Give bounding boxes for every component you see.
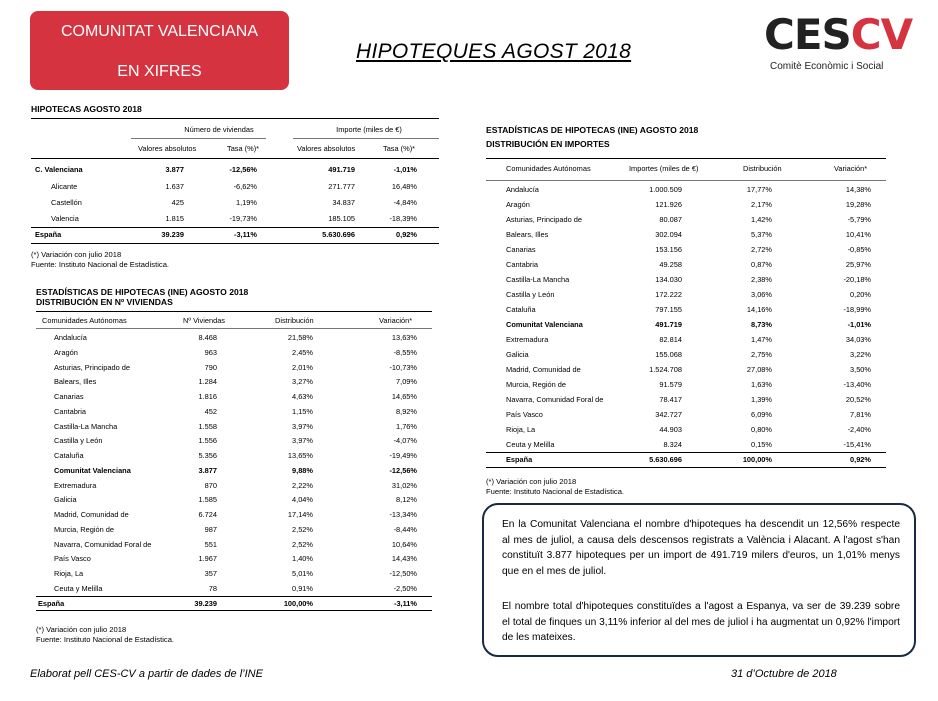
- row-name: Cantabria: [54, 406, 87, 416]
- logo-word-ces: CES: [764, 10, 851, 59]
- row-distribucion: 2,22%: [292, 480, 313, 490]
- row-tasa-viviendas: 1,19%: [236, 198, 257, 207]
- row-viviendas: 6.724: [198, 510, 217, 519]
- row-name: Murcia, Región de: [506, 380, 566, 389]
- row-importe: 153.156: [655, 245, 682, 254]
- row-variacion: -2,40%: [847, 425, 871, 434]
- table-row: [486, 422, 886, 437]
- row-distribucion: 17,14%: [287, 510, 313, 519]
- row-importe: 491.719: [655, 320, 682, 329]
- table3-title: ESTADÍSTICAS DE HIPOTECAS (INE) AGOSTO 2018: [486, 125, 699, 135]
- row-name: España: [35, 230, 62, 239]
- row-variacion: 0,20%: [850, 290, 871, 299]
- row-tasa-importe: -1,01%: [393, 165, 417, 174]
- row-variacion: 0,92%: [850, 455, 871, 464]
- row-distribucion: 2,52%: [292, 524, 313, 534]
- row-name: Castilla-La Mancha: [506, 275, 570, 284]
- row-distribucion: 2,17%: [751, 200, 772, 209]
- row-viviendas: 1.558: [198, 421, 217, 431]
- row-name: Extremadura: [54, 480, 97, 490]
- footer-credit: Elaborat pell CES-CV a partir de dades de l’INE: [30, 668, 263, 680]
- t3-header-importes: Importes (miles de €): [629, 164, 699, 173]
- row-distribucion: 0,15%: [751, 440, 772, 449]
- table1: [31, 118, 439, 244]
- row-name: Ceuta y Melilla: [506, 440, 555, 449]
- row-viviendas: 551: [204, 539, 217, 549]
- row-name: Canarias: [506, 245, 536, 254]
- table2-note: (*) Variación con julio 2018: [36, 625, 127, 634]
- row-variacion: 3,22%: [850, 350, 871, 359]
- row-importe: 5.630.696: [322, 230, 355, 239]
- table-row: [486, 242, 886, 257]
- t1-header-rule: [31, 158, 439, 159]
- table-row: [486, 317, 886, 332]
- row-variacion: -3,11%: [393, 598, 417, 608]
- table-row: [486, 362, 886, 377]
- table-row: [36, 566, 432, 581]
- row-distribucion: 1,42%: [751, 215, 772, 224]
- table-row: [36, 448, 432, 463]
- row-viviendas: 1.585: [198, 495, 217, 505]
- row-variacion: 13,63%: [391, 333, 417, 342]
- table-row: [31, 179, 439, 194]
- row-importe: 271.777: [328, 182, 355, 191]
- row-viviendas: 1.556: [198, 436, 217, 446]
- row-viviendas: 39.239: [161, 230, 184, 239]
- row-viviendas: 8.468: [198, 333, 217, 342]
- row-tasa-viviendas: -19,73%: [229, 214, 257, 223]
- t3-total-rule: [486, 452, 886, 453]
- t2-bottom-rule: [36, 610, 432, 611]
- row-name: Alicante: [51, 182, 78, 191]
- t1-subheader-2: Tasa (%)*: [227, 144, 260, 153]
- t1-group-header-importe: Importe (miles de €): [336, 125, 402, 134]
- row-distribucion: 0,91%: [292, 583, 313, 593]
- row-name: Extremadura: [506, 335, 549, 344]
- table-row: [36, 360, 432, 375]
- t2-header-distribucion: Distribución: [275, 316, 314, 325]
- table-row: [486, 452, 886, 467]
- row-tasa-importe: 0,92%: [396, 230, 417, 239]
- row-viviendas: 790: [204, 362, 217, 372]
- row-name: Ceuta y Melilla: [54, 583, 103, 593]
- row-viviendas: 3.877: [198, 465, 217, 475]
- t2-header-rule: [36, 328, 432, 329]
- row-name: Asturias, Principado de: [506, 215, 582, 224]
- row-viviendas: 987: [204, 524, 217, 534]
- row-importe: 185.105: [328, 214, 355, 223]
- row-variacion: 10,41%: [845, 230, 871, 239]
- row-variacion: 20,52%: [845, 395, 871, 404]
- banner-line-1: COMUNITAT VALENCIANA: [60, 23, 259, 40]
- row-tasa-viviendas: -12,56%: [229, 165, 257, 174]
- row-viviendas: 357: [204, 569, 217, 578]
- row-variacion: 3,50%: [850, 365, 871, 374]
- t3-header-ccaa: Comunidades Autónomas: [506, 164, 591, 173]
- row-variacion: -13,40%: [843, 380, 871, 389]
- row-distribucion: 100,00%: [283, 598, 313, 608]
- row-tasa-viviendas: -3,11%: [233, 230, 257, 239]
- row-variacion: 34,03%: [845, 335, 871, 344]
- logo-subtitle: Comitè Econòmic i Social: [770, 61, 884, 72]
- row-distribucion: 0,87%: [751, 260, 772, 269]
- row-variacion: -2,50%: [393, 583, 417, 593]
- row-viviendas: 3.877: [165, 165, 184, 174]
- row-name: Navarra, Comunidad Foral de: [54, 539, 152, 549]
- row-variacion: -1,01%: [847, 320, 871, 329]
- row-name: España: [38, 598, 65, 608]
- row-name: Balears, Illes: [54, 377, 97, 387]
- row-variacion: -10,73%: [389, 362, 417, 372]
- row-importe: 91.579: [659, 380, 682, 389]
- row-name: País Vasco: [54, 554, 91, 564]
- row-variacion: -8,55%: [393, 347, 417, 357]
- table-row: [36, 374, 432, 389]
- row-name: España: [506, 455, 533, 464]
- table-row: [486, 197, 886, 212]
- table-row: [486, 437, 886, 452]
- row-name: Cantabria: [506, 260, 539, 269]
- row-variacion: -5,79%: [847, 215, 871, 224]
- table-row: [31, 211, 439, 226]
- row-name: Rioja, La: [506, 425, 536, 434]
- row-name: Aragón: [506, 200, 530, 209]
- row-name: Murcia, Región de: [54, 524, 114, 534]
- table-row: [36, 522, 432, 537]
- row-name: Navarra, Comunidad Foral de: [506, 395, 604, 404]
- table-row: [486, 257, 886, 272]
- row-name: Castellón: [51, 198, 82, 207]
- row-viviendas: 1.284: [198, 377, 217, 387]
- summary-paragraph-1: En la Comunitat Valenciana el nombre d'hipoteques ha descendit un 12,56% respecte al mes de juliol, a causa dels descensos registrats a València i Alacant. A l'agost s'han constituït 3.877 hipoteques per un import de 491.719 milers d'euros, un 1,01% menys que en el mes de juliol.: [502, 519, 900, 577]
- row-variacion: -12,56%: [389, 465, 417, 475]
- row-name: Castilla y León: [506, 290, 555, 299]
- row-distribucion: 1,47%: [751, 335, 772, 344]
- row-name: Comunitat Valenciana: [506, 320, 583, 329]
- table-row: [36, 389, 432, 404]
- row-viviendas: 39.239: [194, 598, 217, 608]
- row-tasa-importe: 16,48%: [391, 182, 417, 191]
- table3-note: (*) Variación con julio 2018: [486, 477, 577, 486]
- row-viviendas: 1.637: [165, 182, 184, 191]
- banner-line-2: EN XIFRES: [117, 63, 202, 80]
- row-variacion: -8,44%: [393, 524, 417, 534]
- row-name: País Vasco: [506, 410, 543, 419]
- row-distribucion: 2,52%: [292, 539, 313, 549]
- table2: [36, 311, 432, 613]
- table-row: [486, 272, 886, 287]
- summary-box: [482, 503, 916, 657]
- row-variacion: -13,34%: [389, 510, 417, 519]
- row-viviendas: 452: [204, 406, 217, 416]
- table-row: [36, 404, 432, 419]
- table-row: [36, 551, 432, 566]
- table-row: [36, 419, 432, 434]
- row-name: Madrid, Comunidad de: [506, 365, 581, 374]
- table-row: [486, 182, 886, 197]
- row-distribucion: 2,72%: [751, 245, 772, 254]
- row-variacion: -0,85%: [847, 245, 871, 254]
- row-tasa-viviendas: -6,62%: [233, 182, 257, 191]
- summary-paragraph-2: El nombre total d'hipoteques constituïdes a l'agost a Espanya, va ser de 39.239 sobre el total de finques un 3,11% inferior al del mes de juliol i ha augmentat un 0,92% l'import de les mateixes.: [502, 601, 900, 643]
- row-name: Valencia: [51, 214, 79, 223]
- row-name: Balears, Illes: [506, 230, 549, 239]
- row-distribucion: 9,88%: [292, 465, 313, 475]
- row-distribucion: 0,80%: [751, 425, 772, 434]
- table-row: [486, 227, 886, 242]
- table-row: [486, 347, 886, 362]
- row-viviendas: 1.816: [198, 392, 217, 401]
- region-banner: [30, 11, 289, 90]
- table-row: [31, 195, 439, 210]
- row-name: Rioja, La: [54, 569, 84, 578]
- row-name: Canarias: [54, 392, 84, 401]
- table-row: [36, 345, 432, 360]
- table-row: [486, 332, 886, 347]
- table-row: [36, 492, 432, 507]
- table-row: [486, 302, 886, 317]
- table-row: [486, 392, 886, 407]
- row-name: Galicia: [506, 350, 529, 359]
- t3-header-variacion: Variación*: [834, 164, 868, 173]
- row-variacion: 14,38%: [845, 185, 871, 194]
- row-variacion: -4,07%: [393, 436, 417, 446]
- page-title: HIPOTEQUES AGOST 2018: [356, 40, 632, 63]
- row-importe: 5.630.696: [649, 455, 682, 464]
- row-name: Andalucía: [506, 185, 539, 194]
- row-variacion: -19,49%: [389, 451, 417, 460]
- t2-header-viviendas: Nº Viviendas: [183, 316, 226, 325]
- t3-header-rule: [486, 180, 886, 181]
- table3-source: Fuente: Instituto Nacional de Estadística.: [486, 487, 625, 496]
- table-row: [31, 162, 439, 177]
- row-distribucion: 17,77%: [746, 185, 772, 194]
- row-variacion: 7,09%: [396, 377, 417, 387]
- row-distribucion: 1,15%: [292, 406, 313, 416]
- row-importe: 1.524.708: [649, 365, 682, 374]
- t1-group-rule-2: [293, 138, 439, 139]
- t1-subheader-1: Valores absolutos: [138, 144, 197, 153]
- row-variacion: -15,41%: [843, 440, 871, 449]
- table-row: [486, 212, 886, 227]
- row-tasa-importe: -18,39%: [389, 214, 417, 223]
- t2-header-ccaa: Comunidades Autónomas: [42, 316, 127, 325]
- row-distribucion: 1,63%: [751, 380, 772, 389]
- row-distribucion: 4,04%: [292, 495, 313, 505]
- row-distribucion: 2,38%: [751, 275, 772, 284]
- table1-source: Fuente: Instituto Nacional de Estadística.: [31, 260, 170, 269]
- row-distribucion: 27,08%: [746, 365, 772, 374]
- row-viviendas: 1.967: [198, 554, 217, 564]
- row-variacion: 8,92%: [396, 406, 417, 416]
- table-row: [36, 581, 432, 596]
- row-importe: 80.087: [659, 215, 682, 224]
- row-distribucion: 3,06%: [751, 290, 772, 299]
- t1-total-rule: [31, 227, 439, 228]
- row-distribucion: 6,09%: [751, 410, 772, 419]
- table1-title: HIPOTECAS AGOSTO 2018: [31, 104, 142, 114]
- row-variacion: 19,28%: [845, 200, 871, 209]
- row-name: Comunitat Valenciana: [54, 465, 131, 475]
- row-variacion: -12,50%: [389, 569, 417, 578]
- table-row: [31, 227, 439, 242]
- row-importe: 302.094: [655, 230, 682, 239]
- table1-note: (*) Variación con julio 2018: [31, 250, 122, 259]
- table-row: [36, 537, 432, 552]
- row-distribucion: 100,00%: [742, 455, 772, 464]
- row-importe: 44.903: [659, 425, 682, 434]
- row-distribucion: 2,01%: [292, 362, 313, 372]
- row-distribucion: 13,65%: [287, 451, 313, 460]
- row-tasa-importe: -4,84%: [393, 198, 417, 207]
- row-viviendas: 78: [208, 583, 217, 593]
- table-row: [36, 330, 432, 345]
- table-row: [36, 507, 432, 522]
- row-variacion: -20,18%: [843, 275, 871, 284]
- row-importe: 82.814: [659, 335, 682, 344]
- row-distribucion: 3,27%: [292, 377, 313, 387]
- row-distribucion: 3,97%: [292, 421, 313, 431]
- row-variacion: 1,76%: [396, 421, 417, 431]
- row-name: Asturias, Principado de: [54, 362, 130, 372]
- t1-group-rule-1: [131, 138, 266, 139]
- row-distribucion: 2,75%: [751, 350, 772, 359]
- row-variacion: 7,81%: [850, 410, 871, 419]
- row-variacion: 31,02%: [391, 480, 417, 490]
- row-variacion: 14,43%: [391, 554, 417, 564]
- t1-subheader-3: Valores absolutos: [297, 144, 356, 153]
- row-importe: 491.719: [328, 165, 355, 174]
- row-importe: 155.068: [655, 350, 682, 359]
- table3-subtitle: DISTRIBUCIÓN EN IMPORTES: [486, 139, 610, 149]
- row-name: Andalucía: [54, 333, 87, 342]
- t1-group-header-viviendas: Número de viviendas: [184, 125, 254, 134]
- row-distribucion: 1,39%: [751, 395, 772, 404]
- row-variacion: 25,97%: [845, 260, 871, 269]
- table-row: [486, 377, 886, 392]
- row-name: C. Valenciana: [35, 165, 83, 174]
- table-row: [36, 433, 432, 448]
- table3: [486, 158, 886, 470]
- table2-title: ESTADÍSTICAS DE HIPOTECAS (INE) AGOSTO 2018: [36, 287, 249, 297]
- t2-total-rule: [36, 596, 432, 597]
- row-importe: 797.155: [655, 305, 682, 314]
- t1-subheader-4: Tasa (%)*: [383, 144, 416, 153]
- logo-word-cv: CV: [850, 10, 913, 59]
- row-name: Cataluña: [54, 451, 84, 460]
- row-distribucion: 14,16%: [746, 305, 772, 314]
- row-importe: 49.258: [659, 260, 682, 269]
- table-row: [36, 463, 432, 478]
- row-viviendas: 963: [204, 347, 217, 357]
- t3-header-distribucion: Distribución: [743, 164, 782, 173]
- table2-source: Fuente: Instituto Nacional de Estadística.: [36, 635, 175, 644]
- row-variacion: 14,65%: [391, 392, 417, 401]
- table-row: [486, 287, 886, 302]
- footer-date: 31 d’Octubre de 2018: [731, 668, 837, 680]
- row-variacion: 10,64%: [391, 539, 417, 549]
- row-name: Galicia: [54, 495, 77, 505]
- row-distribucion: 3,97%: [292, 436, 313, 446]
- row-name: Aragón: [54, 347, 78, 357]
- row-viviendas: 5.356: [198, 451, 217, 460]
- row-distribucion: 8,73%: [751, 320, 772, 329]
- table2-subtitle: DISTRIBUCIÓN EN Nº VIVIENDAS: [36, 297, 173, 307]
- row-distribucion: 2,45%: [292, 347, 313, 357]
- table-row: [36, 478, 432, 493]
- table-row: [36, 596, 432, 611]
- row-importe: 134.030: [655, 275, 682, 284]
- row-viviendas: 870: [204, 480, 217, 490]
- t1-bottom-rule: [31, 243, 439, 244]
- row-distribucion: 5,37%: [751, 230, 772, 239]
- t2-header-variacion: Variación*: [379, 316, 413, 325]
- row-distribucion: 21,58%: [287, 333, 313, 342]
- row-variacion: -18,99%: [843, 305, 871, 314]
- row-distribucion: 4,63%: [292, 392, 313, 401]
- row-importe: 8.324: [663, 440, 682, 449]
- row-variacion: 8,12%: [396, 495, 417, 505]
- cescv-logo: [764, 10, 913, 76]
- row-importe: 172.222: [655, 290, 682, 299]
- row-name: Castilla-La Mancha: [54, 421, 118, 431]
- row-viviendas: 425: [171, 198, 184, 207]
- row-importe: 34.837: [332, 198, 355, 207]
- row-viviendas: 1.815: [165, 214, 184, 223]
- row-importe: 342.727: [655, 410, 682, 419]
- table-row: [486, 407, 886, 422]
- row-importe: 78.417: [659, 395, 682, 404]
- row-importe: 1.000.509: [649, 185, 682, 194]
- row-importe: 121.926: [655, 200, 682, 209]
- row-distribucion: 5,01%: [292, 569, 313, 578]
- t3-bottom-rule: [486, 467, 886, 468]
- row-name: Castilla y León: [54, 436, 103, 446]
- row-name: Madrid, Comunidad de: [54, 510, 129, 519]
- row-distribucion: 1,40%: [292, 554, 313, 564]
- row-name: Cataluña: [506, 305, 536, 314]
